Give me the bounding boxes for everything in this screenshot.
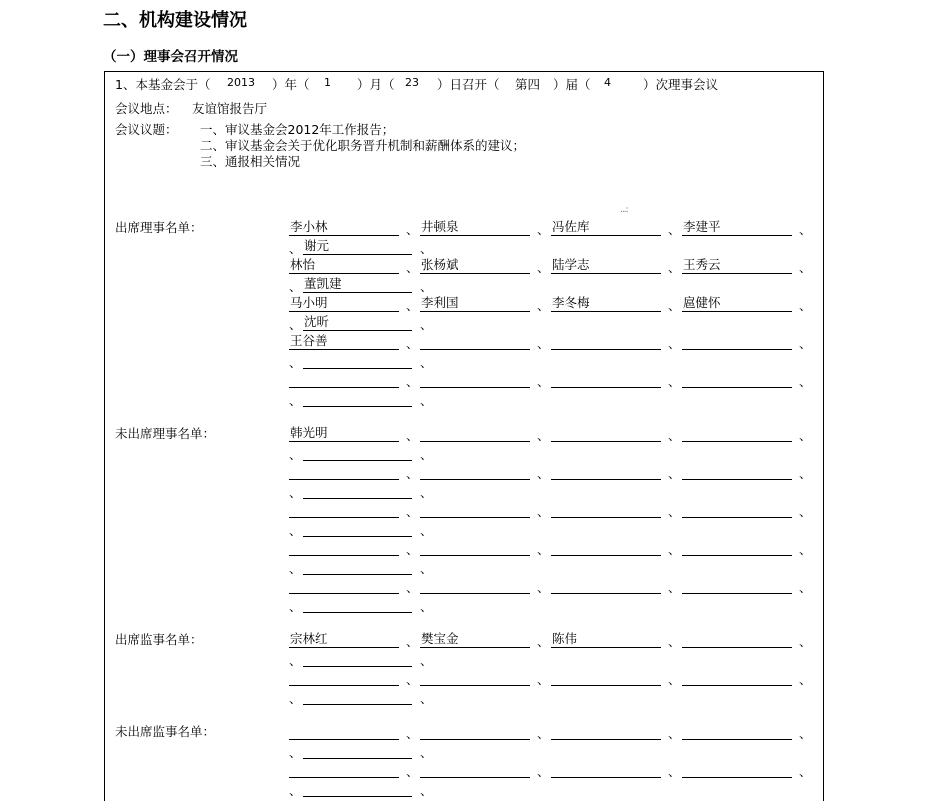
name-field	[303, 390, 412, 407]
separator: 、	[420, 485, 433, 500]
name-field	[682, 723, 792, 740]
separator: 、	[537, 542, 550, 557]
meeting-day: 23	[405, 76, 419, 89]
name-field	[303, 444, 412, 461]
agenda-item: 一、审议基金会2012年工作报告；	[200, 122, 395, 137]
name-field: 董凯建	[303, 276, 412, 293]
name-field	[551, 539, 661, 556]
separator: 、	[289, 317, 302, 332]
separator: 、	[668, 764, 681, 779]
name-field	[289, 371, 399, 388]
separator: 、	[668, 504, 681, 519]
name-field: 李冬梅	[551, 295, 661, 312]
name-field	[289, 761, 399, 778]
separator: 、	[406, 428, 419, 443]
name-field	[303, 482, 412, 499]
name-field: 马小明	[289, 295, 399, 312]
separator: 、	[799, 428, 812, 443]
name-field: 冯佐库	[551, 219, 661, 236]
separator: 、	[668, 672, 681, 687]
name-field	[551, 761, 661, 778]
separator: 、	[289, 393, 302, 408]
separator: 、	[537, 298, 550, 313]
separator: 、	[537, 764, 550, 779]
meeting-session-suffix: ）届（	[553, 77, 591, 92]
name-field	[682, 669, 792, 686]
separator: 、	[406, 466, 419, 481]
separator: 、	[420, 241, 433, 256]
separator: 、	[406, 672, 419, 687]
separator: 、	[406, 580, 419, 595]
separator: 、	[406, 374, 419, 389]
name-field	[303, 558, 412, 575]
name-field	[420, 371, 530, 388]
name-field: 王秀云	[682, 257, 792, 274]
separator: 、	[420, 745, 433, 760]
separator: 、	[537, 428, 550, 443]
separator: 、	[537, 466, 550, 481]
separator: 、	[799, 504, 812, 519]
meeting-count: 4	[604, 76, 611, 89]
separator: 、	[668, 580, 681, 595]
name-field	[682, 371, 792, 388]
separator: 、	[406, 764, 419, 779]
separator: 、	[537, 222, 550, 237]
name-field: 王谷善	[289, 333, 399, 350]
separator: 、	[799, 374, 812, 389]
separator: 、	[668, 542, 681, 557]
absent-supervisors-label: 未出席监事名单：	[115, 724, 216, 739]
separator: 、	[420, 393, 433, 408]
name-field	[420, 501, 530, 518]
name-field	[682, 333, 792, 350]
separator: 、	[406, 726, 419, 741]
separator: 、	[420, 599, 433, 614]
name-field	[682, 539, 792, 556]
name-field: 沈昕	[303, 314, 412, 331]
separator: 、	[537, 374, 550, 389]
separator: 、	[668, 466, 681, 481]
name-field	[289, 577, 399, 594]
name-field	[420, 425, 530, 442]
name-field	[551, 577, 661, 594]
name-field	[303, 688, 412, 705]
separator: 、	[406, 260, 419, 275]
name-field	[682, 631, 792, 648]
name-field: 宗林红	[289, 631, 399, 648]
separator: 、	[420, 561, 433, 576]
name-field: 樊宝金	[420, 631, 530, 648]
separator: 、	[799, 634, 812, 649]
separator: 、	[537, 336, 550, 351]
name-field	[551, 723, 661, 740]
name-field: 陈伟	[551, 631, 661, 648]
section-title: 二、机构建设情况	[103, 10, 247, 31]
agenda-label: 会议议题：	[115, 122, 178, 137]
name-field	[420, 669, 530, 686]
name-field: 林怡	[289, 257, 399, 274]
meeting-day-suffix: ）日召开（	[437, 77, 500, 92]
separator: 、	[668, 726, 681, 741]
separator: 、	[406, 336, 419, 351]
name-field	[551, 501, 661, 518]
separator: 、	[406, 298, 419, 313]
separator: 、	[420, 783, 433, 798]
separator: 、	[537, 672, 550, 687]
separator: 、	[289, 279, 302, 294]
meeting-session: 第四	[515, 77, 541, 92]
name-field	[420, 761, 530, 778]
separator: 、	[668, 634, 681, 649]
name-field	[303, 520, 412, 537]
name-field: 陆学志	[551, 257, 661, 274]
meeting-count-suffix: ）次理事会议	[643, 77, 719, 92]
name-field	[303, 780, 412, 797]
name-field: 谢元	[303, 238, 412, 255]
separator: 、	[668, 336, 681, 351]
meeting-prefix: 1、本基金会于（	[115, 77, 211, 92]
attending-supervisors-label: 出席监事名单：	[115, 632, 203, 647]
separator: 、	[289, 523, 302, 538]
name-field: 李利国	[420, 295, 530, 312]
name-field: 李小林	[289, 219, 399, 236]
separator: 、	[799, 260, 812, 275]
separator: 、	[799, 726, 812, 741]
attending-directors-label: 出席理事名单：	[115, 220, 203, 235]
name-field	[303, 650, 412, 667]
separator: 、	[406, 222, 419, 237]
separator: 、	[799, 298, 812, 313]
resize-marks: ...:	[620, 205, 628, 215]
separator: 、	[406, 504, 419, 519]
separator: 、	[289, 599, 302, 614]
name-field	[682, 761, 792, 778]
separator: 、	[799, 764, 812, 779]
name-field	[289, 463, 399, 480]
name-field	[420, 463, 530, 480]
meeting-year-suffix: ）年（	[272, 77, 310, 92]
name-field	[420, 723, 530, 740]
separator: 、	[537, 260, 550, 275]
separator: 、	[289, 355, 302, 370]
separator: 、	[799, 580, 812, 595]
name-field	[682, 425, 792, 442]
separator: 、	[289, 783, 302, 798]
name-field	[303, 596, 412, 613]
separator: 、	[537, 634, 550, 649]
name-field	[420, 333, 530, 350]
name-field	[420, 539, 530, 556]
name-field	[289, 723, 399, 740]
name-field	[551, 371, 661, 388]
name-field	[551, 333, 661, 350]
name-field	[289, 669, 399, 686]
separator: 、	[420, 447, 433, 462]
separator: 、	[289, 691, 302, 706]
name-field: 李建平	[682, 219, 792, 236]
name-field: 井顿泉	[420, 219, 530, 236]
location-value: 友谊馆报告厅	[192, 101, 268, 116]
absent-directors-label: 未出席理事名单：	[115, 426, 216, 441]
separator: 、	[406, 634, 419, 649]
separator: 、	[289, 745, 302, 760]
name-field	[420, 577, 530, 594]
name-field	[289, 501, 399, 518]
name-field	[682, 463, 792, 480]
separator: 、	[289, 561, 302, 576]
name-field	[551, 669, 661, 686]
separator: 、	[668, 428, 681, 443]
separator: 、	[799, 466, 812, 481]
separator: 、	[668, 374, 681, 389]
separator: 、	[799, 336, 812, 351]
separator: 、	[420, 317, 433, 332]
meeting-month-suffix: ）月（	[357, 77, 395, 92]
name-field: 张杨斌	[420, 257, 530, 274]
separator: 、	[420, 691, 433, 706]
agenda-item: 二、审议基金会关于优化职务晋升机制和薪酬体系的建议；	[200, 138, 526, 153]
separator: 、	[668, 260, 681, 275]
separator: 、	[799, 672, 812, 687]
separator: 、	[289, 447, 302, 462]
name-field	[682, 501, 792, 518]
separator: 、	[668, 222, 681, 237]
name-field	[682, 577, 792, 594]
separator: 、	[537, 580, 550, 595]
name-field	[551, 463, 661, 480]
name-field: 韩光明	[289, 425, 399, 442]
subsection-title: （一）理事会召开情况	[103, 49, 238, 65]
location-label: 会议地点：	[115, 101, 178, 116]
name-field	[289, 539, 399, 556]
separator: 、	[289, 485, 302, 500]
separator: 、	[799, 222, 812, 237]
name-field: 扈健怀	[682, 295, 792, 312]
separator: 、	[537, 504, 550, 519]
agenda-item: 三、通报相关情况	[200, 154, 301, 169]
separator: 、	[668, 298, 681, 313]
name-field	[303, 742, 412, 759]
separator: 、	[420, 523, 433, 538]
separator: 、	[420, 279, 433, 294]
meeting-month: 1	[324, 76, 331, 89]
separator: 、	[420, 653, 433, 668]
name-field	[303, 352, 412, 369]
separator: 、	[406, 542, 419, 557]
separator: 、	[537, 726, 550, 741]
separator: 、	[289, 241, 302, 256]
name-field	[551, 425, 661, 442]
meeting-year: 2013	[227, 76, 255, 89]
separator: 、	[799, 542, 812, 557]
separator: 、	[420, 355, 433, 370]
separator: 、	[289, 653, 302, 668]
